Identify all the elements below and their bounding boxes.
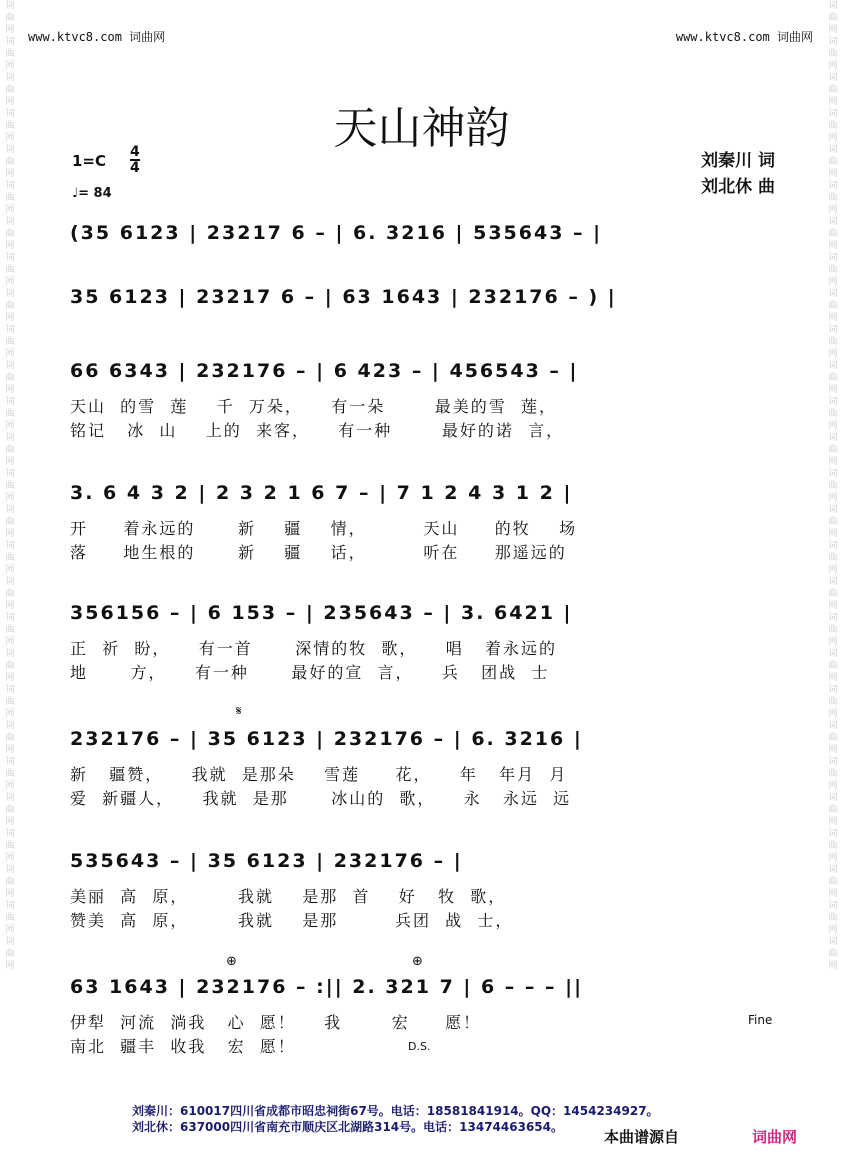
lyric-verse-2: 赞美 高 原， 我就 是那 兵团 战 士，	[70, 911, 514, 930]
lyric-verse-1: 美丽 高 原， 我就 是那 首 好 牧 歌，	[70, 887, 507, 906]
score-row-6	[70, 728, 782, 808]
score-row-2	[70, 286, 782, 356]
lyric-verse-2: 铭记 冰 山 上的 来客， 有一种 最好的诺 言，	[70, 421, 565, 440]
brand-link[interactable]: 词曲网	[752, 1128, 798, 1146]
site-link-right[interactable]: www.ktvc8.com 词曲网	[675, 30, 813, 44]
score-row-5	[70, 602, 782, 682]
notes-line: 35 6123 | 23217 6 – | 63 1643 | 232176 – ) |	[70, 286, 617, 308]
segno-sign: 𝄋	[236, 704, 242, 719]
lyric-verse-2: 地 方， 有一种 最好的宣 言， 兵 团战 士	[70, 663, 550, 682]
key-signature: 1=C	[72, 152, 107, 170]
score-row-4	[70, 482, 782, 562]
notes-line: 3. 6 4 3 2 | 2 3 2 1 6 7 – | 7 1 2 4 3 1 2 |	[70, 482, 573, 504]
lyric-verse-2: 南北 疆丰 收我 宏 愿！	[70, 1037, 296, 1056]
coda-sign: ⊕	[412, 954, 423, 969]
time-signature: 4 4	[130, 144, 140, 176]
contact-lyricist: 刘秦川：610017四川省成都市昭忠祠街67号。电话：18581841914。QQ：1454234927。	[132, 1104, 659, 1118]
lyric-verse-1: 伊犁 河流 淌我 心 愿！ 我 宏 愿！	[70, 1013, 482, 1032]
fine-marking: Fine	[748, 1013, 773, 1027]
watermark-strip-left: 词曲网词曲网词曲网词曲网词曲网词曲网词曲网词曲网词曲网词曲网词曲网词曲网词曲网词曲网词曲网词曲网词曲网词曲网词曲网词曲网词曲网词曲网词曲网词曲网词曲网词曲网词曲网	[5, 1, 15, 971]
lyricist-credit: 刘秦川 词	[701, 151, 775, 171]
notes-line: 535643 – | 35 6123 | 232176 – |	[70, 850, 463, 872]
lyric-verse-1: 天山 的雪 莲 千 万朵， 有一朵 最美的雪 莲，	[70, 397, 557, 416]
notes-line: 232176 – | 35 6123 | 232176 – | 6. 3216 |	[70, 728, 583, 750]
contact-composer: 刘北休：637000四川省南充市顺庆区北湖路314号。电话：13474463654。	[132, 1120, 563, 1134]
tempo-marking: ♩= 84	[72, 186, 112, 201]
lyric-verse-1: 新 疆赞， 我就 是那朵 雪莲 花， 年 年月 月	[70, 765, 568, 784]
score-row-1	[70, 222, 782, 292]
composer-credit: 刘北休 曲	[701, 177, 775, 197]
ds-marking: D.S.	[408, 1040, 431, 1053]
site-link-left[interactable]: www.ktvc8.com 词曲网	[28, 30, 166, 44]
notes-line: 356156 – | 6 153 – | 235643 – | 3. 6421 |	[70, 602, 573, 624]
score-row-3	[70, 360, 782, 440]
coda-sign: ⊕	[226, 954, 237, 969]
notes-line: 66 6343 | 232176 – | 6 423 – | 456543 – |	[70, 360, 579, 382]
source-label: 本曲谱源自	[604, 1128, 680, 1146]
song-title: 天山神韵	[333, 103, 510, 154]
score-row-7	[70, 850, 782, 930]
lyric-verse-2: 爱 新疆人， 我就 是那 冰山的 歌， 永 永远 远	[70, 789, 572, 808]
lyric-verse-1: 开 着永远的 新 疆 情， 天山 的牧 场	[70, 519, 578, 538]
lyric-verse-2: 落 地生根的 新 疆 话， 听在 那遥远的	[70, 543, 567, 562]
notes-line: (35 6123 | 23217 6 – | 6. 3216 | 535643 – |	[70, 222, 603, 244]
watermark-strip-right: 词曲网词曲网词曲网词曲网词曲网词曲网词曲网词曲网词曲网词曲网词曲网词曲网词曲网词曲网词曲网词曲网词曲网词曲网词曲网词曲网词曲网词曲网词曲网词曲网词曲网词曲网词曲网	[828, 1, 838, 971]
notes-line: 63 1643 | 232176 – :|| 2. 321 7 | 6 – – – ||	[70, 976, 584, 998]
lyric-verse-1: 正 祈 盼， 有一首 深情的牧 歌， 唱 着永远的	[70, 639, 557, 658]
